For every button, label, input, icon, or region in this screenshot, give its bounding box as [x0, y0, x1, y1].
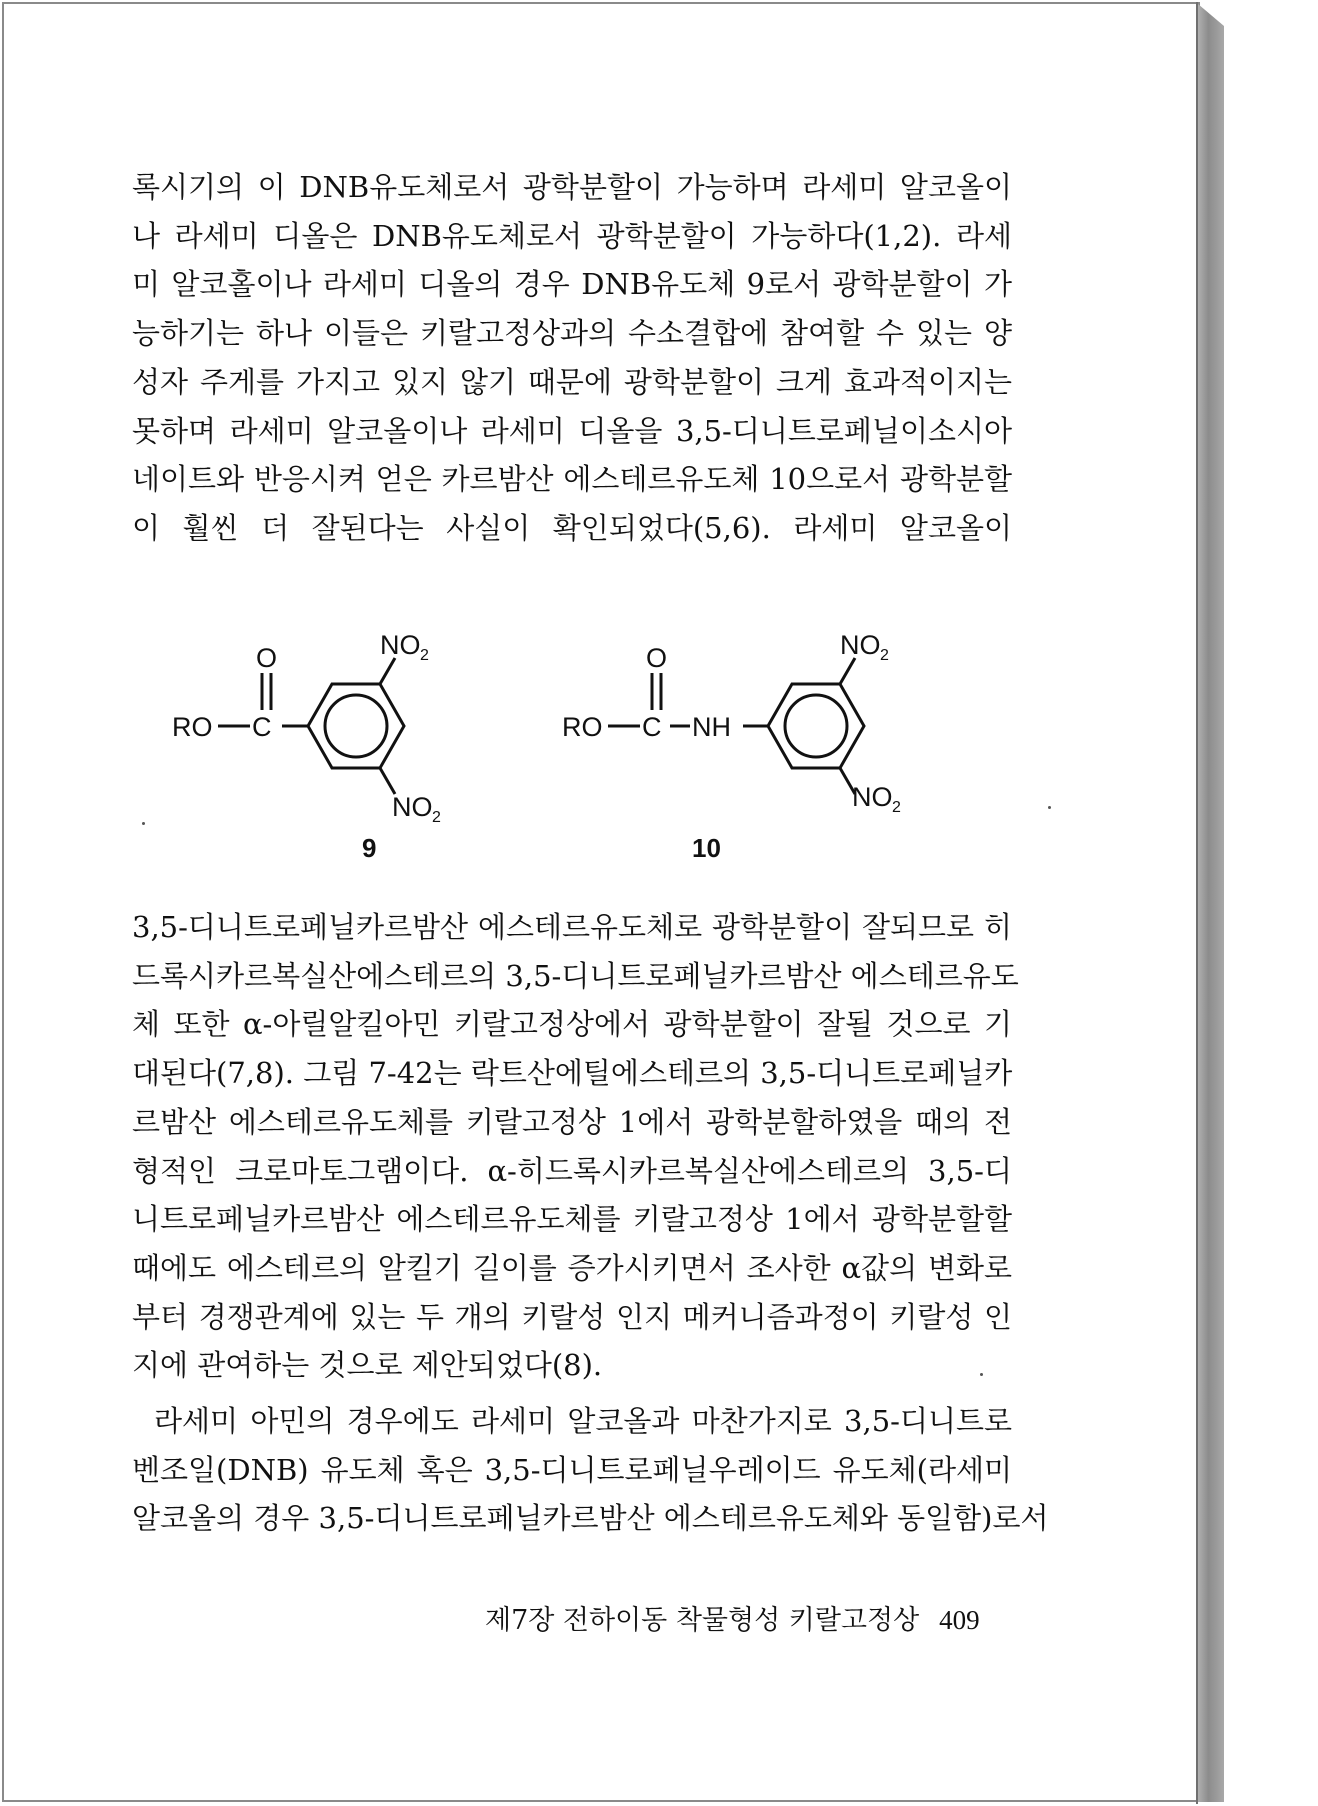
s9-no2-bottom-sub: 2	[432, 809, 441, 826]
s10-ro: RO	[562, 712, 603, 742]
s9-no2-bottom: NO	[392, 792, 433, 822]
scan-speck	[980, 1373, 983, 1376]
scan-speck	[1048, 806, 1051, 809]
s9-c: C	[252, 712, 272, 742]
paragraph-2	[132, 903, 1019, 1390]
s10-no2-top: NO	[840, 630, 881, 660]
s10-nh: NH	[692, 712, 731, 742]
scan-speck	[142, 822, 145, 825]
page-footer	[485, 1598, 980, 1637]
s9-no2-top-sub: 2	[420, 647, 429, 664]
text-line: 록시기의 이 DNB유도체로서 광학분할이 가능하며 라세미 알코올이	[132, 170, 1012, 204]
text-line: 나 라세미 디올은 DNB유도체로서 광학분할이 가능하다(1,2). 라세	[132, 218, 1012, 253]
s10-no2-bottom: NO	[852, 782, 893, 812]
chapter-title: 제7장 전하이동 착물형성 키랄고정상	[485, 1605, 920, 1636]
text-line: 부터 경쟁관계에 있는 두 개의 키랄성 인지 메커니즘과정이 키랄성 인	[132, 1299, 1012, 1334]
text-line: 성자 주게를 가지고 있지 않기 때문에 광학분할이 크게 효과적이지는	[132, 364, 1012, 399]
page-number: 409	[939, 1605, 980, 1635]
text-line: 지에 관여하는 것으로 제안되었다(8).	[132, 1348, 603, 1383]
s10-c: C	[642, 712, 662, 742]
text-line: 드록시카르복실산에스테르의 3,5-디니트로페닐카르밤산 에스테르유도	[132, 958, 1019, 993]
text-line: 체 또한 α-아릴알킬아민 키랄고정상에서 광학분할이 잘될 것으로 기	[132, 1007, 1012, 1042]
compound-label-10: 10	[692, 833, 721, 863]
chemical-structures	[172, 620, 1000, 870]
page-edge-line	[1196, 2, 1198, 1804]
compound-label-9: 9	[362, 833, 377, 863]
text-line: 이 훨씬 더 잘된다는 사실이 확인되었다(5,6). 라세미 알코올이	[132, 510, 1012, 545]
text-line: 알코올의 경우 3,5-디니트로페닐카르밤산 에스테르유도체와 동일함)로서	[132, 1501, 1049, 1536]
text-line: 라세미 아민의 경우에도 라세미 알코올과 마찬가지로 3,5-디니트로	[154, 1404, 1012, 1438]
text-line: 못하며 라세미 알코올이나 라세미 디올을 3,5-디니트로페닐이소시아	[132, 413, 1012, 448]
page-edge-shadow	[1198, 4, 1224, 1802]
text-line: 3,5-디니트로페닐카르밤산 에스테르유도체로 광학분할이 잘되므로 히	[132, 910, 1012, 944]
paragraph-3	[132, 1397, 1049, 1543]
s9-ro: RO	[172, 712, 213, 742]
structure-diagram	[172, 620, 1000, 870]
text-line: 네이트와 반응시켜 얻은 카르밤산 에스테르유도체 10으로서 광학분할	[132, 462, 1012, 497]
text-line: 형적인 크로마토그램이다. α-히드록시카르복실산에스테르의 3,5-디	[132, 1153, 1012, 1188]
text-line: 니트로페닐카르밤산 에스테르유도체를 키랄고정상 1에서 광학분할할	[132, 1202, 1012, 1237]
s10-no2-top-sub: 2	[880, 647, 889, 664]
s9-o: O	[256, 643, 278, 673]
s10-no2-bottom-sub: 2	[892, 799, 901, 816]
text-line: 때에도 에스테르의 알킬기 길이를 증가시키면서 조사한 α값의 변화로	[132, 1250, 1012, 1285]
s9-no2-top: NO	[380, 630, 421, 660]
paragraph-1	[132, 163, 1012, 553]
text-line: 미 알코홀이나 라세미 디올의 경우 DNB유도체 9로서 광학분할이 가	[132, 267, 1012, 302]
s10-o: O	[646, 643, 668, 673]
structure-9	[218, 658, 404, 794]
text-line: 대된다(7,8). 그림 7-42는 락트산에틸에스테르의 3,5-디니트로페닐카	[132, 1056, 1013, 1091]
text-line: 벤조일(DNB) 유도체 혹은 3,5-디니트로페닐우레이드 유도체(라세미	[132, 1452, 1012, 1487]
text-line: 능하기는 하나 이들은 키랄고정상과의 수소결합에 참여할 수 있는 양	[132, 316, 1012, 351]
text-line: 르밤산 에스테르유도체를 키랄고정상 1에서 광학분할하였을 때의 전	[132, 1104, 1012, 1139]
